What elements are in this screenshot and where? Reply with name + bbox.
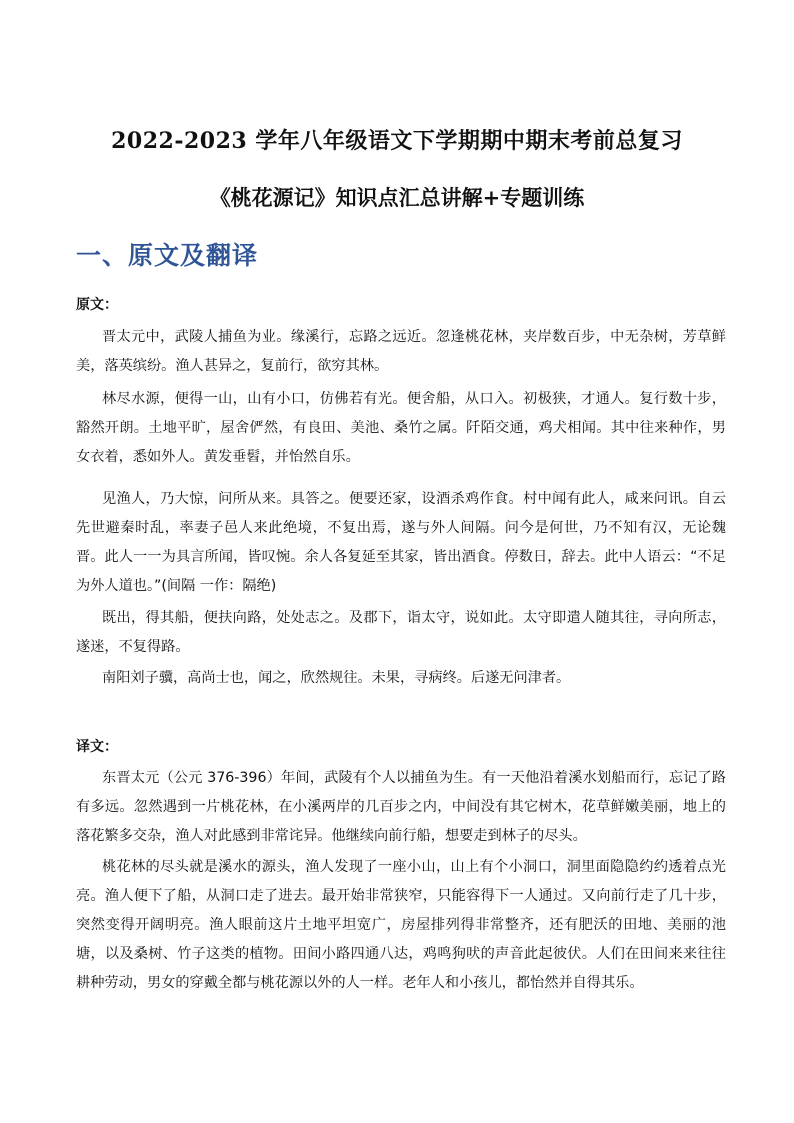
original-paragraph-4: 既出，得其船，便扶向路，处处志之。及郡下，诣太守，说如此。太守即遣人随其往，寻向所志，遂迷，不复得路。 bbox=[76, 610, 726, 655]
original-paragraph-3: 见渔人，乃大惊，问所从来。具答之。便要还家，设酒杀鸡作食。村中闻有此人，咸来问讯。自云先世避秦时乱，率妻子邑人来此绝境，不复出焉，遂与外人间隔。问今是何世，乃不知有汉，无论魏晋。此人一一为具言所闻，皆叹惋。余人各复延至其家，皆出酒食。停数日，辞去。此中人语云：“不足为外人道也。”(间隔 一作：隔绝) bbox=[76, 491, 726, 594]
translation-label: 译文： bbox=[76, 739, 118, 755]
document-title: 2022-2023 学年八年级语文下学期期中期末考前总复习 bbox=[111, 128, 683, 154]
original-paragraph-5: 南阳刘子骥，高尚士也，闻之，欣然规往。未果，寻病终。后遂无问津者。 bbox=[102, 670, 571, 686]
original-paragraph-1: 晋太元中，武陵人捕鱼为业。缘溪行，忘路之远近。忽逢桃花林，夹岸数百步，中无杂树，芳草鲜美，落英缤纷。渔人甚异之，复前行，欲穷其林。 bbox=[76, 329, 726, 374]
translation-paragraph-2: 桃花林的尽头就是溪水的源头，渔人发现了一座小山，山上有个小洞口，洞里面隐隐约约透着点光亮。渔人便下了船，从洞口走了进去。最开始非常狭窄，只能容得下一人通过。又向前行走了几十步，突然变得开阔明亮。渔人眼前这片土地平坦宽广，房屋排列得非常整齐，还有肥沃的田地、美丽的池塘，以及桑树、竹子这类的植物。田间小路四通八达，鸡鸣狗吠的声音此起彼伏。人们在田间来来往往耕种劳动，男女的穿戴全都与桃花源以外的人一样。老年人和小孩儿，都怡然并自得其乐。 bbox=[76, 859, 726, 991]
original-label: 原文： bbox=[76, 297, 118, 313]
section-heading: 一、原文及翻译 bbox=[76, 241, 259, 270]
document-subtitle: 《桃花源记》知识点汇总讲解+专题训练 bbox=[209, 185, 585, 210]
translation-paragraph-1: 东晋太元（公元 376-396）年间，武陵有个人以捕鱼为生。有一天他沿着溪水划船而行，忘记了路有多远。忽然遇到一片桃花林，在小溪两岸的几百步之内，中间没有其它树木，花草鲜嫩美丽，地上的落花繁多交杂，渔人对此感到非常诧异。他继续向前行船，想要走到林子的尽头。 bbox=[76, 770, 726, 844]
original-paragraph-2: 林尽水源，便得一山，山有小口，仿佛若有光。便舍船，从口入。初极狭，才通人。复行数十步，豁然开朗。土地平旷，屋舍俨然，有良田、美池、桑竹之属。阡陌交通，鸡犬相闻。其中往来种作，男女衣着，悉如外人。黄发垂髫，并怡然自乐。 bbox=[76, 391, 726, 465]
